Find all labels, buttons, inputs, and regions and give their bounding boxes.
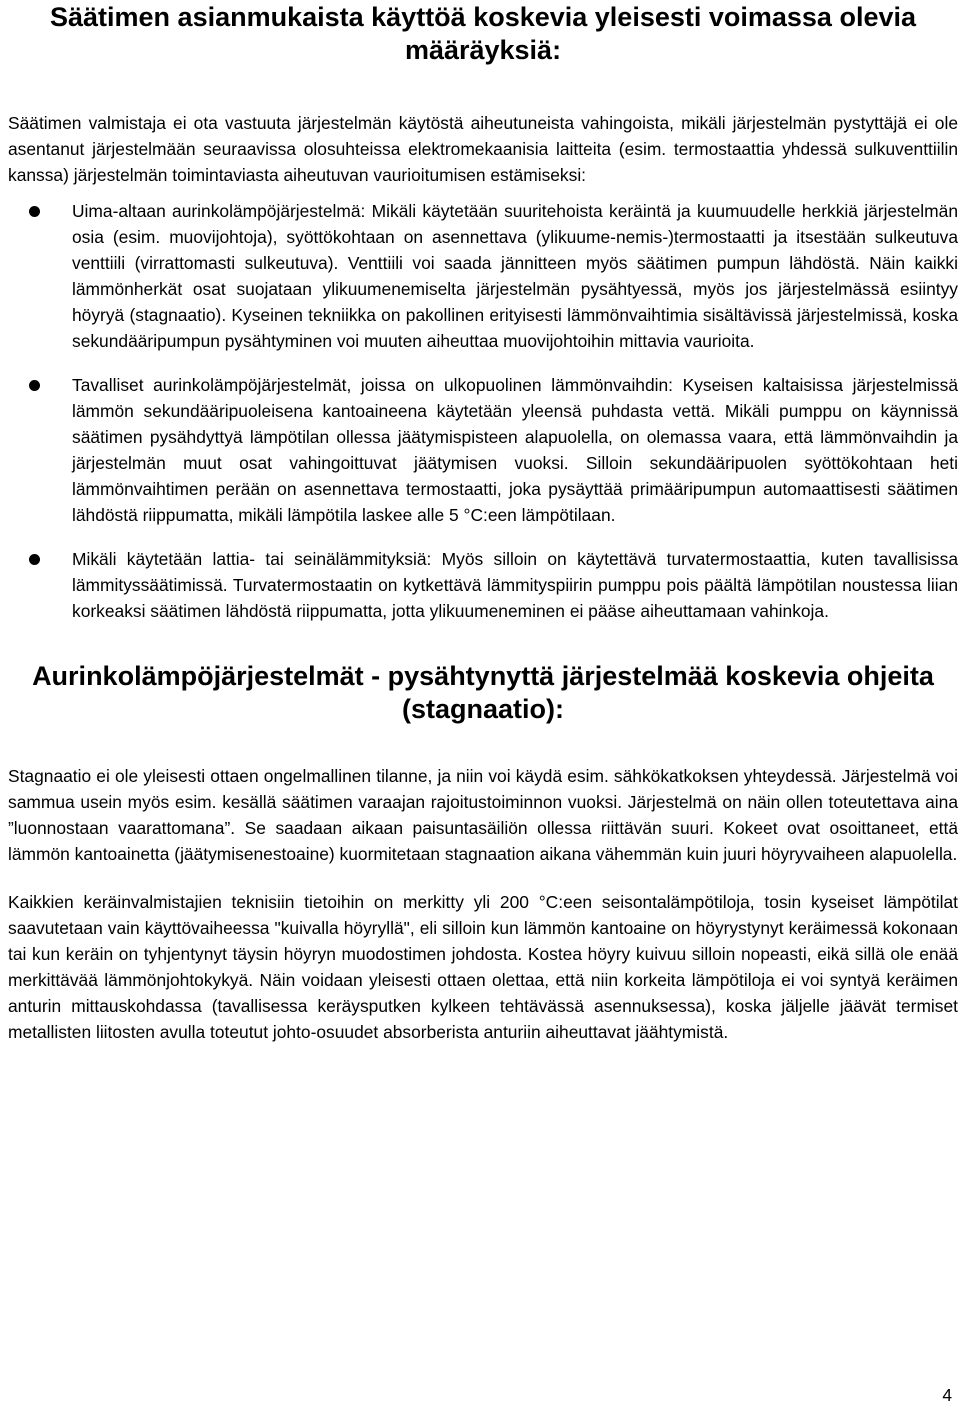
bullet-icon	[29, 554, 40, 565]
bullet-icon	[29, 206, 40, 217]
bullet-icon	[29, 380, 40, 391]
list-item-text: Tavalliset aurinkolämpöjärjestelmät, joissa on ulkopuolinen lämmönvaihdin: Kyseisen kaltaisissa järjestelmissä lämmön sekundääripuoleisena kantoaineena käytetään yleensä puhdasta vettä. Mikäli pumppu on käynnissä säätimen pysähdyttyä lämpötilan ollessa jäätymispisteen alapuolella, on olemassa vaara, että lämmönvaihdin ja järjestelmän muut osat vahingoittuvat jäätymisen vuoksi. Silloin sekundääripuolen syöttökohtaan heti lämmönvaihtimen perään on asennettava termostaatti, joka pysäyttää primääripumpun automaattisesti säätimen lähdöstä riippumatta, mikäli lämpötila laskee alle 5 °C:een lämpötilaan.	[72, 375, 958, 525]
regulations-bullet-list	[8, 198, 958, 624]
section-title-stagnation: Aurinkolämpöjärjestelmät - pysähtynyttä järjestelmää koskevia ohjeita (stagnaatio):	[32, 661, 934, 724]
list-item	[8, 198, 958, 354]
section-title-regulations: Säätimen asianmukaista käyttöä koskevia yleisesti voimassa olevia määräyksiä:	[50, 2, 916, 65]
stagnation-paragraph-2: Kaikkien keräinvalmistajien teknisiin tietoihin on merkitty yli 200 °C:een seisontalämpötiloja, tosin kyseiset lämpötilat saavutetaan vain käyttövaiheessa "kuivalla höyryllä", eli silloin kun lämmön kantoaine on höyrystynyt keräimessä kokonaan tai kun keräin on tyhjentynyt täysin höyryn muodostimen johdosta. Kostea höyry kuivuu silloin nopeasti, eikä sillä ole enää merkittävää lämmönjohtokykyä. Näin voidaan yleisesti ottaen olettaa, että niin korkeita lämpötiloja ei voi syntyä keräimen anturin mittauskohdassa (tavallisessa keräysputken kylkeen tehtävässä asennuksessa), koska jäljelle jäävät termiset metallisten liitosten avulla toteutut johto-osuudet absorberista anturiin aiheuttavat jäähtymistä.	[8, 892, 958, 1042]
page-number: 4	[942, 1385, 952, 1405]
list-item	[8, 372, 958, 528]
list-item	[8, 546, 958, 624]
document-page	[8, 0, 958, 1409]
list-item-text: Mikäli käytetään lattia- tai seinälämmityksiä: Myös silloin on käytettävä turvatermostaattia, kuten tavallisissa lämmityssäätimissä. Turvatermostaatin on kytkettävä lämmityspiirin pumppu pois päältä lämpötilan noustessa liian korkeaksi säätimen lähdöstä riippumatta, jotta ylikuumeneminen ei pääse aiheuttamaan vahinkoja.	[72, 549, 958, 621]
stagnation-paragraph-1: Stagnaatio ei ole yleisesti ottaen ongelmallinen tilanne, ja niin voi käydä esim. sähkökatkoksen yhteydessä. Järjestelmä voi sammua usein myös esim. kesällä säätimen varaajan rajoitustoiminnon vuoksi. Järjestelmä on näin ollen toteutettava aina ”luonnostaan vaarattomana”. Se saadaan aikaan paisuntasäiliön ollessa riittävän suuri. Kokeet ovat osoittaneet, että lämmön kantoainetta (jäätymisenestoaine) kuormitetaan stagnaation aikana vähemmän kuin juuri höyryvaiheen alapuolella.	[8, 766, 958, 864]
intro-paragraph: Säätimen valmistaja ei ota vastuuta järjestelmän käytöstä aiheutuneista vahingoista, mikäli järjestelmän pystyttäjä ei ole asentanut järjestelmään seuraavissa olosuhteissa elektromekaanisia laitteita (esim. termostaattia yhdessä sulkuventtiilin kanssa) järjestelmän toimintaviasta aiheutuvan vaurioitumisen estämiseksi:	[8, 113, 958, 185]
list-item-text: Uima-altaan aurinkolämpöjärjestelmä: Mikäli käytetään suuritehoista keräintä ja kuumuudelle herkkiä järjestelmän osia (esim. muovijohtoja), syöttökohtaan on asennettava (ylikuume-nemis-)termostaatti ja itsestään sulkeutuva venttiili (virrattomasti sulkeutuva). Venttiili voi saada jännitteen myös säätimen pumpun lähdöstä. Näin kaikki lämmönherkät osat suojataan ylikuumenemiselta järjestelmän pysähtyessä, myös jos järjestelmässä esiintyy höyryä (stagnaatio). Kyseinen tekniikka on pakollinen erityisesti lämmönvaihtimia sisältävissä järjestelmissä, koska sekundääripumpun pysähtyminen voi muuten aiheuttaa muovijohtoihin mittavia vaurioita.	[72, 201, 958, 351]
